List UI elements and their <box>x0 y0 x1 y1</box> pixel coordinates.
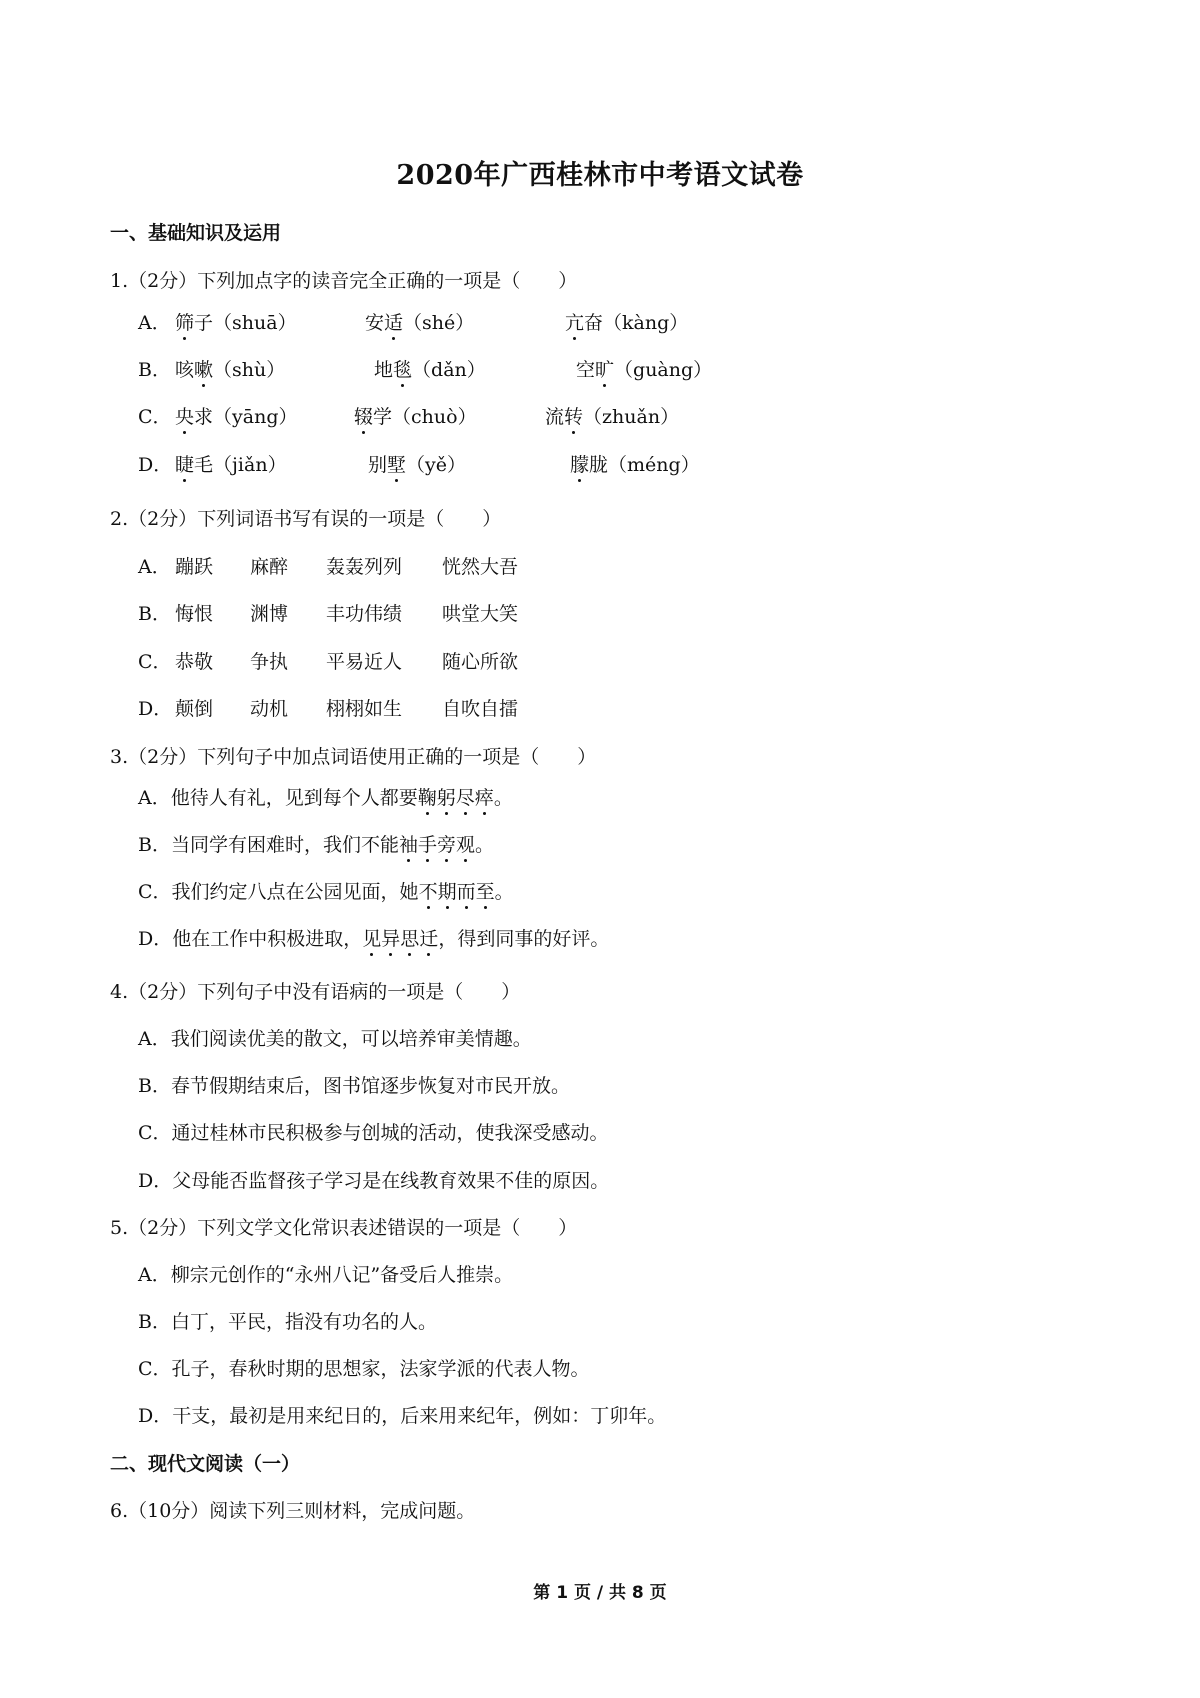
emphasized-phrase <box>418 787 494 809</box>
emphasis-char: 央 <box>175 402 194 429</box>
emphasis-char: 墅 <box>387 450 406 477</box>
emphasis-char: 适 <box>384 308 403 335</box>
emphasized-phrase <box>419 881 495 903</box>
q4-option: C．通过桂林市民积极参与创城的活动，使我深受感动。 <box>138 1122 609 1144</box>
q4-option: B．春节假期结束后，图书馆逐步恢复对市民开放。 <box>138 1075 570 1097</box>
section-heading-modern-reading: 二、现代文阅读（一） <box>110 1453 301 1475</box>
q2-option-label: B． <box>138 603 171 625</box>
q3-option: C．我们约定八点在公园见面，她不期而至。 <box>138 877 514 904</box>
q4-option: A．我们阅读优美的散文，可以培养审美情趣。 <box>138 1028 532 1050</box>
emphasis-char: 不 <box>419 877 438 904</box>
emphasis-char: 迁 <box>419 924 438 951</box>
section-heading-basics: 一、基础知识及运用 <box>110 222 282 244</box>
q1-option-item: 筛子（shuā） <box>175 308 297 335</box>
q3-option: D．他在工作中积极进取，见异思迁，得到同事的好评。 <box>138 924 609 951</box>
q1-option-label: A． <box>138 312 171 334</box>
q2-word: 动机 <box>250 698 289 720</box>
q1-option-label: B． <box>138 359 171 381</box>
question-3-stem: 3.（2分）下列句子中加点词语使用正确的一项是（ ） <box>110 746 597 768</box>
q4-option: D．父母能否监督孩子学习是在线教育效果不佳的原因。 <box>138 1170 610 1192</box>
emphasis-char: 睫 <box>175 450 194 477</box>
emphasis-char: 见 <box>362 924 381 951</box>
emphasis-char: 筛 <box>175 308 194 335</box>
emphasis-char: 期 <box>438 877 457 904</box>
emphasis-char: 躬 <box>437 783 456 810</box>
emphasis-char: 嗽 <box>194 355 213 382</box>
q2-option-label: D． <box>138 698 173 720</box>
q5-option: D．干支，最初是用来纪日的，后来用来纪年，例如：丁卯年。 <box>138 1405 667 1427</box>
q2-word: 渊博 <box>250 603 289 625</box>
emphasized-phrase <box>362 928 438 950</box>
q1-option-item: 咳嗽（shù） <box>175 355 285 382</box>
page-number-footer: 第 1 页 / 共 8 页 <box>533 1583 667 1603</box>
emphasis-char: 异 <box>381 924 400 951</box>
emphasis-char: 尽 <box>456 783 475 810</box>
emphasis-char: 袖 <box>399 830 418 857</box>
question-1-stem: 1.（2分）下列加点字的读音完全正确的一项是（ ） <box>110 270 578 292</box>
emphasis-char: 毯 <box>393 355 412 382</box>
emphasis-char: 思 <box>400 924 419 951</box>
q2-word: 蹦跃 <box>175 556 214 578</box>
emphasis-char: 亢 <box>565 308 584 335</box>
q3-option: A．他待人有礼，见到每个人都要鞠躬尽瘁。 <box>138 783 513 810</box>
emphasis-char: 鞠 <box>418 783 437 810</box>
question-4-stem: 4.（2分）下列句子中没有语病的一项是（ ） <box>110 981 521 1003</box>
q2-word: 悔恨 <box>175 603 214 625</box>
emphasis-char: 转 <box>564 402 583 429</box>
emphasis-char: 朦 <box>570 450 589 477</box>
q1-option-item: 朦胧（méng） <box>570 450 700 477</box>
emphasis-char: 旷 <box>595 355 614 382</box>
q5-option: A．柳宗元创作的“永州八记”备受后人推崇。 <box>138 1264 514 1286</box>
q2-word: 恍然大吾 <box>442 556 519 578</box>
q1-option-item: 安适（shé） <box>365 308 474 335</box>
q1-option-label: C． <box>138 406 172 428</box>
q2-option-label: C． <box>138 651 172 673</box>
q1-option-item: 央求（yāng） <box>175 402 298 429</box>
emphasis-char: 至 <box>476 877 495 904</box>
question-2-stem: 2.（2分）下列词语书写有误的一项是（ ） <box>110 508 502 530</box>
q2-word: 栩栩如生 <box>326 698 403 720</box>
q2-word: 轰轰列列 <box>326 556 403 578</box>
q1-option-item: 空旷（guàng） <box>576 355 712 382</box>
q3-option: B．当同学有困难时，我们不能袖手旁观。 <box>138 830 494 857</box>
q1-option-item: 辍学（chuò） <box>354 402 477 429</box>
q2-option-label: A． <box>138 556 171 578</box>
q2-word: 麻醉 <box>250 556 289 578</box>
q2-word: 颠倒 <box>175 698 214 720</box>
emphasized-phrase <box>399 834 475 856</box>
q1-option-item: 亢奋（kàng） <box>565 308 688 335</box>
q1-option-item: 别墅（yě） <box>368 450 466 477</box>
q2-word: 随心所欲 <box>442 651 519 673</box>
emphasis-char: 观 <box>456 830 475 857</box>
emphasis-char: 辍 <box>354 402 373 429</box>
q2-word: 平易近人 <box>326 651 403 673</box>
q1-option-label: D． <box>138 454 173 476</box>
q2-word: 哄堂大笑 <box>442 603 519 625</box>
emphasis-char: 而 <box>457 877 476 904</box>
question-6-stem: 6.（10分）阅读下列三则材料，完成问题。 <box>110 1500 476 1522</box>
q2-word: 争执 <box>250 651 289 673</box>
question-5-stem: 5.（2分）下列文学文化常识表述错误的一项是（ ） <box>110 1217 578 1239</box>
q1-option-item: 流转（zhuǎn） <box>545 402 679 429</box>
q5-option: C．孔子，春秋时期的思想家，法家学派的代表人物。 <box>138 1358 590 1380</box>
emphasis-char: 旁 <box>437 830 456 857</box>
q2-word: 自吹自擂 <box>442 698 519 720</box>
q5-option: B．白丁，平民，指没有功名的人。 <box>138 1311 437 1333</box>
q1-option-item: 地毯（dǎn） <box>374 355 486 382</box>
emphasis-char: 手 <box>418 830 437 857</box>
emphasis-char: 瘁 <box>475 783 494 810</box>
q2-word: 恭敬 <box>175 651 214 673</box>
q1-option-item: 睫毛（jiǎn） <box>175 450 287 477</box>
page-title: 2020年广西桂林市中考语文试卷 <box>396 160 804 191</box>
q2-word: 丰功伟绩 <box>326 603 403 625</box>
